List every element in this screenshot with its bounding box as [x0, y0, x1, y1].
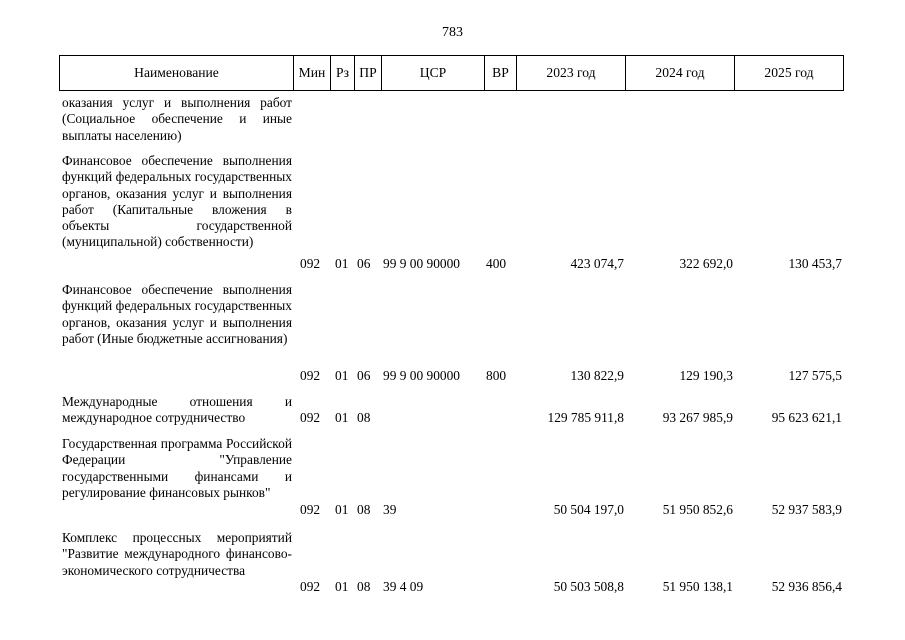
row-2023: 129 785 911,8 — [547, 410, 624, 425]
row-rz: 01 — [335, 256, 349, 271]
row-pr: 08 — [357, 502, 371, 517]
row-name: Комплекс процессных мероприятий "Развитие международного финансово-экономического сотрудничества — [62, 530, 292, 578]
header-2023: 2023 год — [517, 56, 626, 90]
row-2024: 93 267 985,9 — [662, 410, 733, 425]
row-csr: 99 9 00 90000 — [383, 368, 460, 383]
row-2023: 423 074,7 — [570, 256, 624, 271]
row-name: Государственная программа Российской Федерации "Управление государственными финансами и регулирование финансовых рынков" — [62, 436, 292, 500]
header-name: Наименование — [60, 56, 294, 90]
row-csr: 99 9 00 90000 — [383, 256, 460, 271]
row-2025: 95 623 621,1 — [771, 410, 842, 425]
row-2023: 50 503 508,8 — [553, 579, 624, 594]
row-min: 092 — [300, 410, 321, 425]
row-2023: 50 504 197,0 — [553, 502, 624, 517]
row-rz: 01 — [335, 368, 349, 383]
row-2025: 52 936 856,4 — [771, 579, 842, 594]
row-min: 092 — [300, 256, 321, 271]
row-csr: 39 4 09 — [383, 579, 424, 594]
row-csr: 39 — [383, 502, 397, 517]
row-pr: 06 — [357, 256, 371, 271]
row-pr: 06 — [357, 368, 371, 383]
page-number: 783 — [442, 25, 463, 40]
row-2024: 51 950 138,1 — [662, 579, 733, 594]
row-min: 092 — [300, 502, 321, 517]
row-2024: 322 692,0 — [679, 256, 733, 271]
header-csr: ЦСР — [382, 56, 485, 90]
row-2025: 52 937 583,9 — [771, 502, 842, 517]
row-rz: 01 — [335, 410, 349, 425]
row-min: 092 — [300, 368, 321, 383]
header-rz: Рз — [331, 56, 355, 90]
row-name: оказания услуг и выполнения работ (Социальное обеспечение и иные выплаты населению) — [62, 95, 292, 143]
row-name: Международные отношения и международное сотрудничество — [62, 394, 292, 426]
row-2025: 127 575,5 — [788, 368, 842, 383]
header-vr: ВР — [485, 56, 517, 90]
row-rz: 01 — [335, 579, 349, 594]
row-name: Финансовое обеспечение выполнения функций федеральных государственных органов, оказания услуг и выполнения работ (Иные бюджетные ассигнования) — [62, 282, 292, 346]
header-pr: ПР — [355, 56, 382, 90]
row-pr: 08 — [357, 579, 371, 594]
header-2024: 2024 год — [626, 56, 735, 90]
row-min: 092 — [300, 579, 321, 594]
row-name: Финансовое обеспечение выполнения функций федеральных государственных органов, оказания услуг и выполнения работ (Капитальные вложения в объекты государственной (муниципальной) собственности) — [62, 153, 292, 250]
row-vr: 800 — [486, 368, 507, 383]
row-pr: 08 — [357, 410, 371, 425]
row-2023: 130 822,9 — [570, 368, 624, 383]
header-min: Мин — [294, 56, 331, 90]
row-2025: 130 453,7 — [788, 256, 842, 271]
row-2024: 129 190,3 — [679, 368, 733, 383]
row-vr: 400 — [486, 256, 507, 271]
table-header — [59, 55, 844, 91]
row-rz: 01 — [335, 502, 349, 517]
row-2024: 51 950 852,6 — [662, 502, 733, 517]
header-2025: 2025 год — [764, 65, 814, 80]
